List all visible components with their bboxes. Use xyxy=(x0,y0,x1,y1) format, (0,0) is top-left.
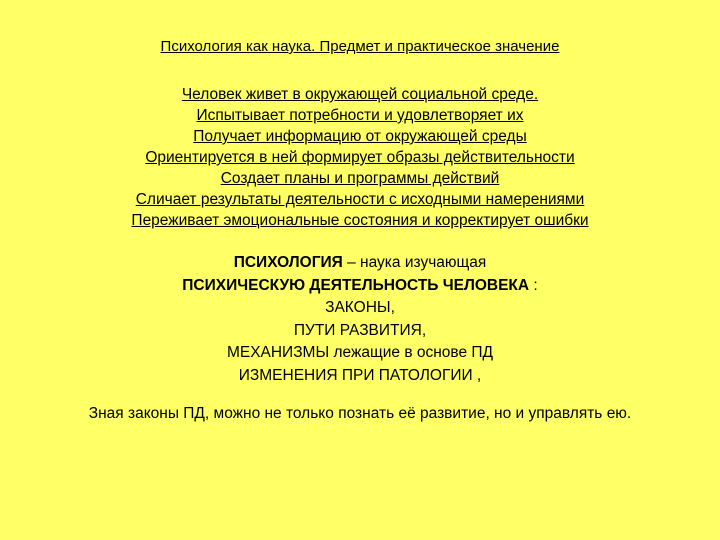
list-item: Человек живет в окружающей социальной среде. xyxy=(181,86,539,103)
list-item: Создает планы и программы действий xyxy=(220,170,500,187)
definition-item: ИЗМЕНЕНИЯ ПРИ ПАТОЛОГИИ , xyxy=(238,366,482,384)
human-activity-list xyxy=(0,84,720,231)
definition-term: ПСИХОЛОГИЯ xyxy=(233,254,343,271)
definition-item: МЕХАНИЗМЫ лежащие в основе ПД xyxy=(226,344,494,361)
list-item: Получает информацию от окружающей среды xyxy=(193,128,527,145)
list-item: Сличает результаты деятельности с исходными намерениями xyxy=(135,191,585,208)
psychology-definition xyxy=(0,252,720,387)
definition-item: ЗАКОНЫ, xyxy=(325,299,395,316)
list-item: Ориентируется в ней формирует образы действительности xyxy=(145,149,575,166)
definition-term-rest: – наука изучающая xyxy=(342,254,487,271)
conclusion-text: Зная законы ПД, можно не только познать её развитие, но и управлять ею. xyxy=(88,405,632,422)
definition-term-row xyxy=(0,252,720,275)
list-item: Испытывает потребности и удовлетворяет их xyxy=(196,107,524,124)
definition-subject-row xyxy=(0,275,720,298)
definition-item: ПУТИ РАЗВИТИЯ, xyxy=(293,321,427,339)
definition-subject: ПСИХИЧЕСКУЮ ДЕЯТЕЛЬНОСТЬ ЧЕЛОВЕКА xyxy=(182,276,530,294)
definition-subject-rest: : xyxy=(529,276,538,294)
list-item: Переживает эмоциональные состояния и корректирует ошибки xyxy=(131,212,589,229)
slide-title: Психология как наука. Предмет и практическое значение xyxy=(160,38,560,55)
